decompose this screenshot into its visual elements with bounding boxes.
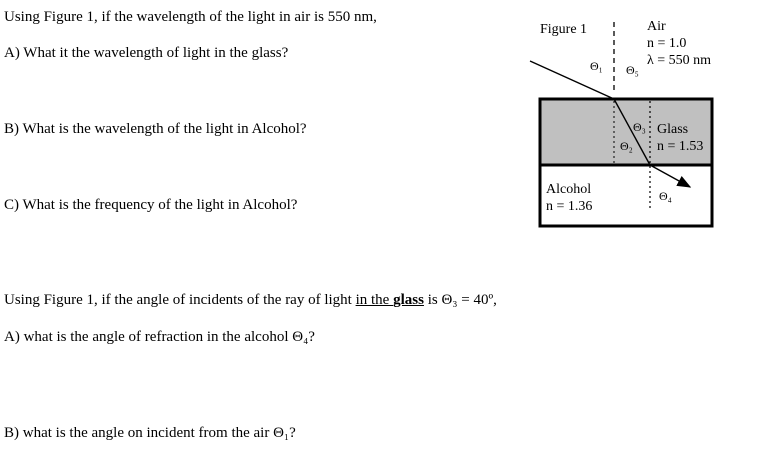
question-c: C) What is the frequency of the light in Alcohol? [4, 197, 298, 213]
theta4-label: Θ₄ [659, 189, 672, 203]
theta2-label: Θ₂ [620, 139, 633, 153]
alcohol-n-label: n = 1.36 [546, 199, 593, 214]
intro2-pre: Using Figure 1, if the angle of incidents of the ray of light [4, 292, 356, 308]
air-label: Air [647, 19, 666, 34]
question-a2: A) what is the angle of refraction in the alcohol Θ₄? [4, 329, 315, 345]
air-n-label: n = 1.0 [647, 36, 687, 51]
intro2-in-the: in the [355, 292, 394, 308]
theta5-label: Θ₅ [626, 63, 639, 77]
glass-n-label: n = 1.53 [657, 139, 704, 154]
question-a: A) What it the wavelength of light in the glass? [4, 45, 289, 61]
figure-title: Figure 1 [540, 22, 588, 37]
alcohol-label: Alcohol [546, 182, 592, 197]
theta1-label: Θ₁ [590, 59, 603, 73]
intro2-post: is Θ₃ = 40º, [423, 292, 497, 308]
intro2-glass: glass [393, 292, 424, 308]
intro-text: Using Figure 1, if the wavelength of the light in air is 550 nm, [4, 9, 377, 25]
theta3-label: Θ₃ [633, 120, 646, 134]
air-wavelength-label: λ = 550 nm [647, 53, 712, 68]
question-b2: B) what is the angle on incident from the air Θ₁? [4, 425, 296, 441]
glass-label: Glass [657, 122, 689, 137]
question-b: B) What is the wavelength of the light in Alcohol? [4, 121, 307, 137]
